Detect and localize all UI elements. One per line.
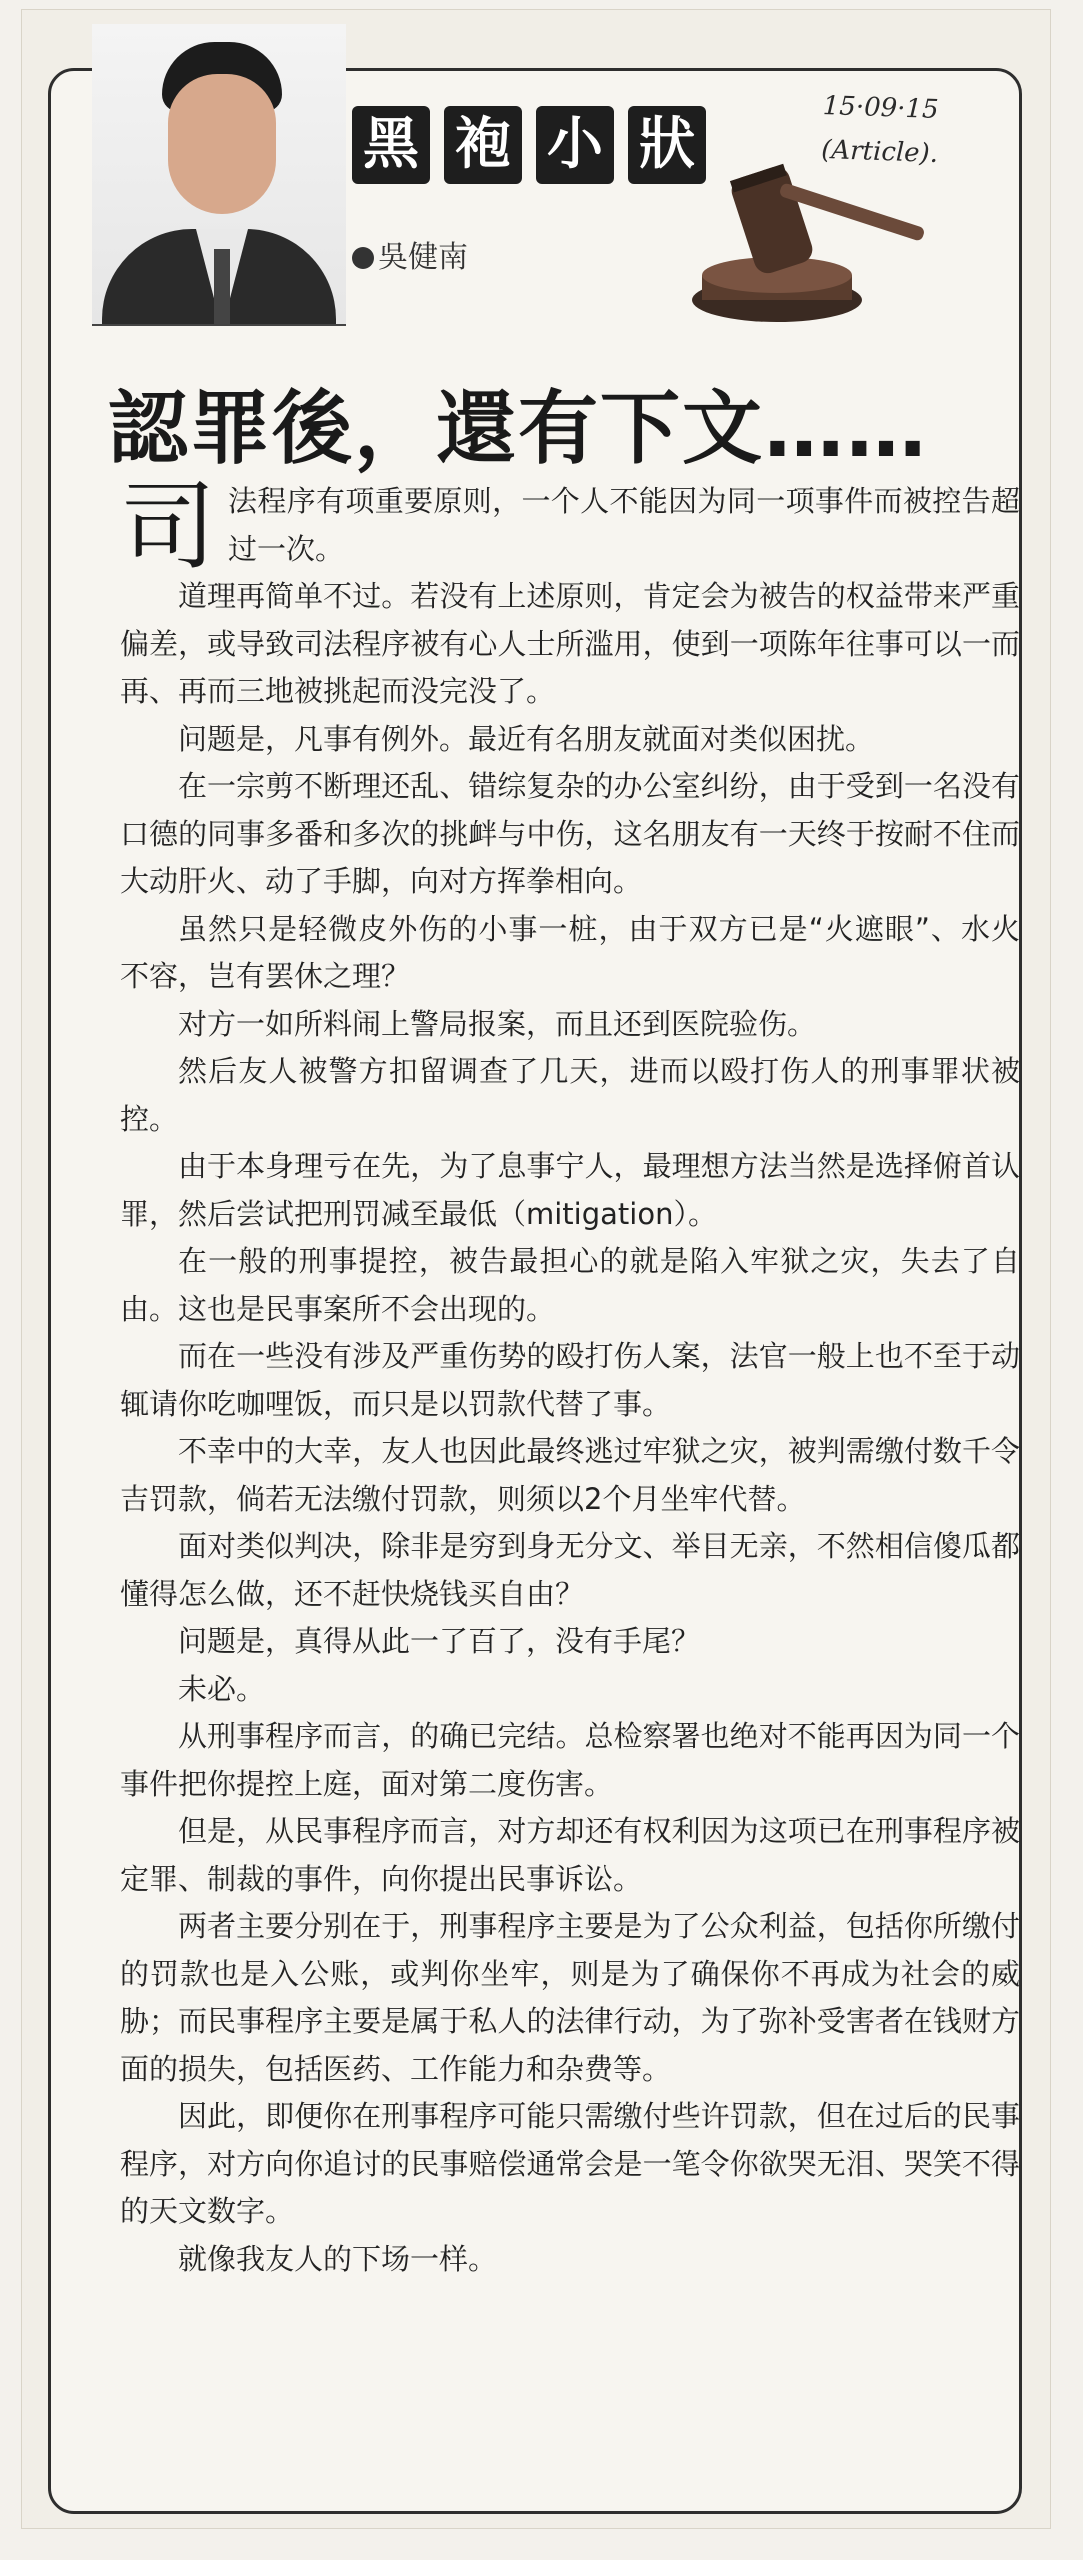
- article-paragraph: 但是，从民事程序而言，对方却还有权利因为这项已在刑事程序被定罪、制裁的事件，向你提出民事诉讼。: [120, 1814, 1020, 1896]
- column-title: [352, 106, 706, 184]
- drop-cap: 司: [120, 471, 216, 583]
- handwritten-date: 15·09·15: [822, 90, 940, 126]
- column-title-char: 狀: [628, 106, 706, 184]
- handwritten-date-note: [821, 84, 941, 176]
- article-paragraph: 就像我友人的下场一样。: [178, 2241, 498, 2276]
- article-body: [120, 471, 1020, 2283]
- article-paragraph: 在一般的刑事提控，被告最担心的就是陷入牢狱之灾，失去了自由。这也是民事案所不会出现的。: [120, 1244, 1020, 1326]
- article-paragraph: 不幸中的大幸，友人也因此最终逃过牢狱之灾，被判需缴付数千令吉罚款，倘若无法缴付罚款，则须以2个月坐牢代替。: [120, 1434, 1020, 1516]
- article-paragraph: 面对类似判决，除非是穷到身无分文、举目无亲，不然相信傻瓜都懂得怎么做，还不赶快烧钱买自由？: [120, 1529, 1020, 1611]
- article-paragraph: 从刑事程序而言，的确已完结。总检察署也绝对不能再因为同一个事件把你提控上庭，面对第二度伤害。: [120, 1719, 1020, 1801]
- article-paragraph: 由于本身理亏在先，为了息事宁人，最理想方法当然是选择俯首认罪，然后尝试把刑罚减至最低（mitigation）。: [120, 1149, 1020, 1231]
- article-paragraph: 而在一些没有涉及严重伤势的殴打伤人案，法官一般上也不至于动辄请你吃咖哩饭，而只是以罚款代替了事。: [120, 1339, 1020, 1421]
- handwritten-label: (Article).: [820, 134, 939, 170]
- article-paragraph: 道理再简单不过。若没有上述原则，肯定会为被告的权益带来严重偏差，或导致司法程序被有心人士所滥用，使到一项陈年往事可以一而再、再而三地被挑起而没完没了。: [120, 579, 1020, 708]
- article-paragraph: 虽然只是轻微皮外伤的小事一桩，由于双方已是“火遮眼”、水火不容，岂有罢休之理？: [120, 911, 1020, 993]
- article-paragraph: 问题是，真得从此一了百了，没有手尾？: [178, 1624, 701, 1658]
- author-photo: [92, 24, 346, 326]
- column-title-char: 袍: [444, 106, 522, 184]
- article-paragraph: 两者主要分别在于，刑事程序主要是为了公众利益，包括你所缴付的罚款也是入公账，或判你坐牢，则是为了确保你不再成为社会的威胁；而民事程序主要是属于私人的法律行动，为了弥补受害者在钱财方面的损失，包括医药、工作能力和杂费等。: [120, 1909, 1020, 2086]
- newspaper-clipping: [22, 10, 1050, 2528]
- bullet-icon: [352, 247, 374, 269]
- article-paragraph: 司法程序有项重要原则，一个人不能因为同一项事件而被控告超过一次。: [120, 471, 1020, 583]
- article-paragraph: 因此，即便你在刑事程序可能只需缴付些许罚款，但在过后的民事程序，对方向你追讨的民事赔偿通常会是一笔令你欲哭无泪、哭笑不得的天文数字。: [120, 2099, 1020, 2228]
- article-headline: 認罪後，還有下文……: [108, 382, 928, 475]
- column-title-char: 小: [536, 106, 614, 184]
- article-paragraph: 未必。: [178, 1671, 266, 1706]
- article-paragraph: 对方一如所料闹上警局报案，而且还到医院验伤。: [178, 1006, 817, 1041]
- article-paragraph: 然后友人被警方扣留调查了几天，进而以殴打伤人的刑事罪状被控。: [120, 1054, 1020, 1136]
- article-paragraph: 在一宗剪不断理还乱、错综复杂的办公室纠纷，由于受到一名没有口德的同事多番和多次的挑衅与中伤，这名朋友有一天终于按耐不住而大动肝火、动了手脚，向对方挥拳相向。: [120, 769, 1020, 898]
- article-paragraph: 问题是，凡事有例外。最近有名朋友就面对类似困扰。: [178, 721, 875, 756]
- author-byline: [352, 232, 468, 276]
- column-title-char: 黑: [352, 106, 430, 184]
- author-name: 吳健南: [378, 240, 468, 275]
